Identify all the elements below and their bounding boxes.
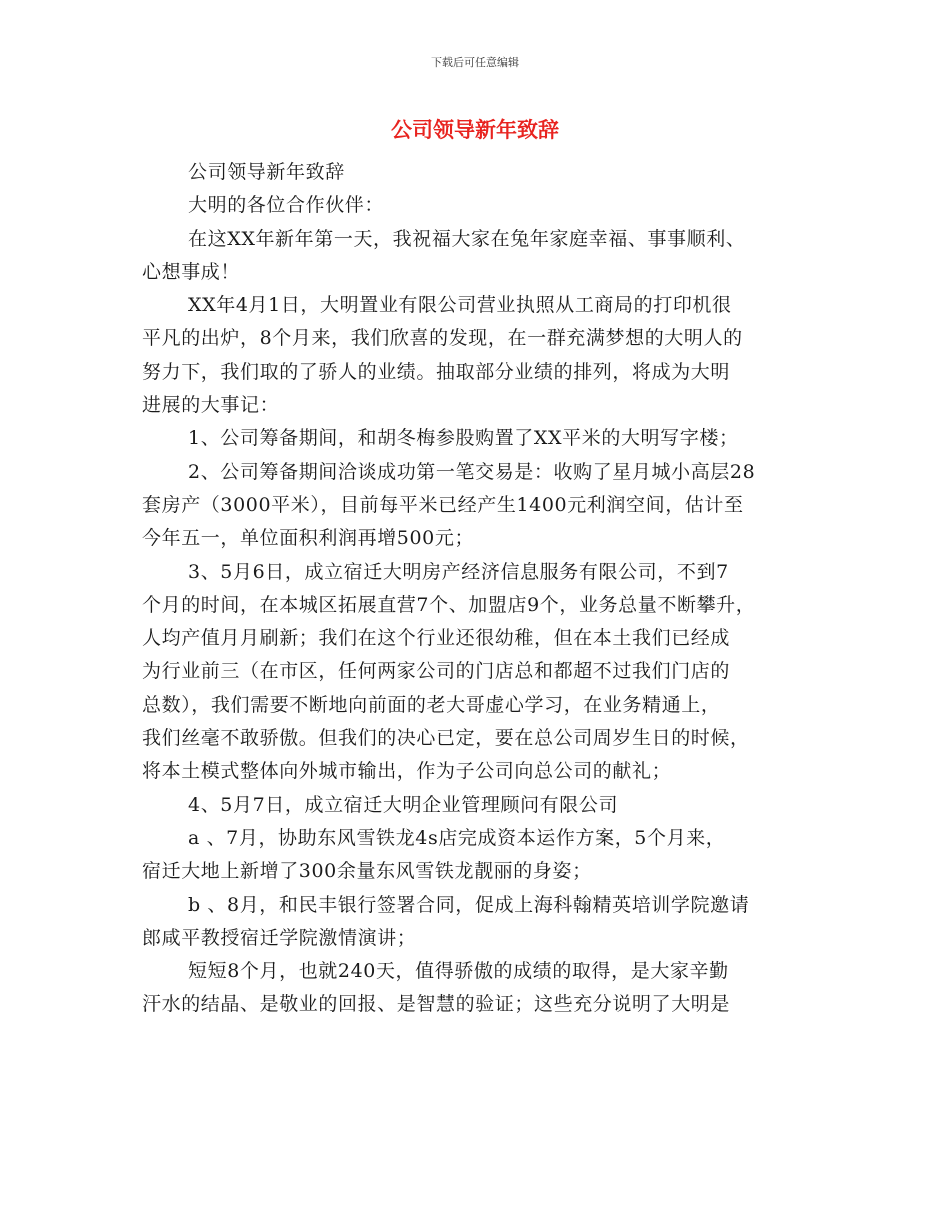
text-line: 努力下，我们取的了骄人的业绩。抽取部分业绩的排列，将成为大明: [142, 360, 731, 383]
text-line: 4、5月7日，成立宿迁大明企业管理顾问有限公司: [188, 793, 619, 816]
text-line: b 、8月，和民丰银行签署合同，促成上海科翰精英培训学院邀请: [188, 893, 750, 916]
text-line: 在这XX年新年第一天，我祝福大家在兔年家庭幸福、事事顺利、: [188, 227, 746, 250]
text-line: a 、7月，协助东风雪铁龙4s店完成资本运作方案，5个月来，: [188, 826, 726, 849]
text-line: 进展的大事记：: [142, 394, 280, 417]
document-body: [142, 156, 822, 1022]
text-line: 人均产值月月刷新；我们在这个行业还很幼稚，但在本土我们已经成: [142, 627, 731, 650]
text-line: 我们丝毫不敢骄傲。但我们的决心已定，要在总公司周岁生日的时候，: [142, 727, 750, 750]
text-line: 汗水的结晶、是敬业的回报、是智慧的验证；这些充分说明了大明是: [142, 993, 731, 1016]
text-line: 为行业前三（在市区，任何两家公司的门店总和都超不过我们门店的: [142, 660, 731, 683]
text-line: 3、5月6日，成立宿迁大明房产经济信息服务有限公司，不到7: [188, 560, 729, 583]
document-title: 公司领导新年致辞: [391, 118, 559, 142]
text-line: 大明的各位合作伙伴：: [188, 194, 385, 217]
text-line: 短短8个月，也就240天，值得骄傲的成绩的取得，是大家辛勤: [188, 960, 729, 983]
text-line: 公司领导新年致辞: [188, 161, 345, 183]
text-line: 总数），我们需要不断地向前面的老大哥虚心学习，在业务精通上，: [142, 693, 721, 716]
text-line: 宿迁大地上新增了300余量东风雪铁龙靓丽的身姿；: [142, 860, 592, 883]
text-line: 1、公司筹备期间，和胡冬梅参股购置了XX平米的大明写字楼；: [188, 427, 739, 450]
text-line: 个月的时间，在本城区拓展直营7个、加盟店9个，业务总量不断攀升，: [142, 593, 756, 616]
text-line: 郎咸平教授宿迁学院激情演讲；: [142, 926, 417, 949]
text-line: 将本土模式整体向外城市输出，作为子公司向总公司的献礼；: [142, 760, 672, 783]
text-line: 心想事成！: [142, 260, 241, 283]
header-note: 下载后可任意编辑: [431, 56, 519, 69]
text-line: 套房产（3000平米），目前每平米已经产生1400元利润空间，估计至: [142, 493, 744, 516]
text-line: 2、公司筹备期间洽谈成功第一笔交易是：收购了星月城小高层28: [188, 460, 756, 483]
text-line: XX年4月1日，大明置业有限公司营业执照从工商局的打印机很: [188, 294, 732, 317]
text-line: 平凡的出炉，8个月来，我们欣喜的发现，在一群充满梦想的大明人的: [142, 327, 743, 350]
text-line: 今年五一，单位面积利润再增500元；: [142, 527, 475, 550]
